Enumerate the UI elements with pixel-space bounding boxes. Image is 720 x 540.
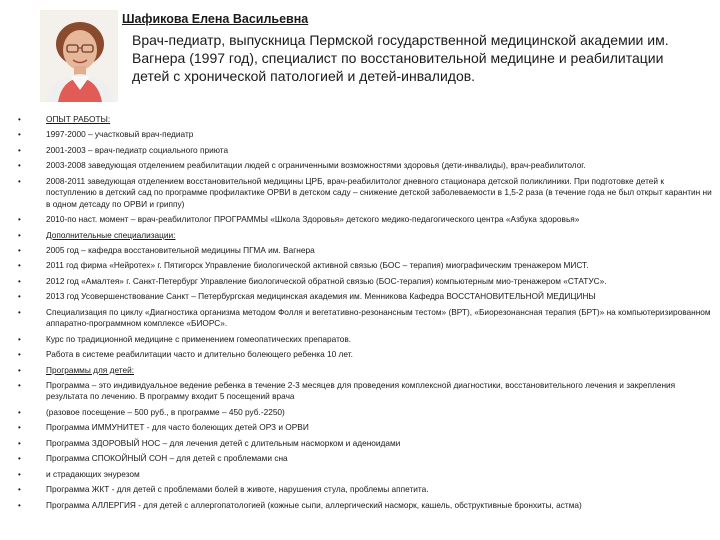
portrait-photo: [40, 10, 118, 102]
list-item: • 2012 год «Амалтея» г. Санкт-Петербург Управление биологической обратной связью (БОС-терапия) компьютерным мио-тренажером «СТАТУС».: [18, 275, 607, 286]
bullet-icon: •: [18, 334, 21, 344]
info-list: [18, 114, 714, 515]
list-item: • 2003-2008 заведующая отделением реабилитации людей с ограниченными возможностями здоровья (дети-инвалиды), врач-реабилитолог.: [18, 160, 586, 171]
list-item: • Работа в системе реабилитации часто и длительно болеющего ребенка 10 лет.: [18, 349, 353, 360]
list-item: • 1997-2000 – участковый врач-педиатр: [18, 129, 194, 140]
bullet-icon: •: [18, 438, 21, 448]
bullet-icon: •: [18, 307, 21, 317]
list-item: • 2005 год – кафедра восстановительной медицины ПГМА им. Вагнера: [18, 244, 315, 255]
portrait-image: [40, 10, 118, 102]
list-item: • Программа ЖКТ - для детей с проблемами болей в животе, нарушения стула, проблемы аппетита.: [18, 484, 429, 495]
list-item: • Программы для детей:: [18, 364, 135, 375]
bullet-icon: •: [18, 145, 21, 155]
bullet-icon: •: [18, 261, 21, 271]
bullet-icon: •: [18, 365, 21, 375]
bullet-icon: •: [18, 230, 21, 240]
list-item: • ОПЫТ РАБОТЫ:: [18, 114, 111, 124]
doctor-bio: Врач-педиатр, выпускница Пермской государственной медицинской академии им. Вагнера (1997 год), специалист по восстановительной медицине и реабилитации детей с хронической патологией и детей-инвалидов.: [132, 32, 669, 84]
bullet-icon: •: [18, 245, 21, 255]
list-item: • Программа ЗДОРОВЫЙ НОС – для лечения детей с длительным насморком и аденоидами: [18, 437, 401, 448]
bullet-icon: •: [18, 485, 21, 495]
bullet-icon: •: [18, 292, 21, 302]
bullet-icon: •: [18, 381, 21, 391]
bullet-icon: •: [18, 215, 21, 225]
list-item: • и страдающих энурезом: [18, 468, 140, 479]
bullet-icon: •: [18, 350, 21, 360]
bullet-icon: •: [18, 423, 21, 433]
list-item: • 2011 год фирма «Нейротех» г. Пятигорск Управление биологической активной связью (БОС – терапия) миографическим тренажером МИСТ.: [18, 260, 589, 271]
bullet-icon: •: [18, 115, 21, 124]
list-item: • Программа СПОКОЙНЫЙ СОН – для детей с проблемами сна: [18, 453, 288, 464]
bullet-icon: •: [18, 161, 21, 171]
list-item: • Дополнительные специализации:: [18, 229, 176, 240]
header: [120, 12, 710, 85]
bullet-icon: •: [18, 130, 21, 140]
list-item: • Программа АЛЛЕРГИЯ - для детей с аллергопатологией (кожные сыпи, аллергический насморк, кашель, обструктивные бронхиты, астма): [18, 499, 582, 510]
list-item: • 2010-по наст. момент – врач-реабилитолог ПРОГРАММЫ «Школа Здоровья» детского медико-педагогического центра «Азбука здоровья»: [18, 214, 580, 225]
list-item: • (разовое посещение – 500 руб., в программе – 450 руб.-2250): [18, 406, 285, 417]
list-item: • Специализация по циклу «Диагностика организма методом Фолля и вегетативно-резонансным тестом» (ВРТ), «Биорезонансная терапия (БРТ)» на компьютеризированном аппаратно-программном комплексе «БИОРС».: [18, 306, 711, 329]
list-item: • Курс по традиционной медицине с применением гомеопатических препаратов.: [18, 333, 352, 344]
bullet-icon: •: [18, 500, 21, 510]
list-item: • Программа ИММУНИТЕТ - для часто болеющих детей ОРЗ и ОРВИ: [18, 422, 309, 433]
bullet-icon: •: [18, 469, 21, 479]
bullet-icon: •: [18, 176, 21, 186]
list-item: • 2008-2011 заведующая отделением восстановительной медицины ЦРБ, врач-реабилитолог дневного стационара детской поликлиники. При подготовке детей к поступлению в детский сад по программе профилактике ОРВИ в детском саду – снижение детской заболеваемости в 1,5-2 раза (в течение года не был открыт карантин ни в одном детсаду по ОРВИ и гриппу): [18, 175, 712, 209]
list-item: • Программа – это индивидуальное ведение ребенка в течение 2-3 месяцев для проведения комплексной диагностики, восстановительного лечения и закрепления результата по лечению. В программу входит 5 посещений врача: [18, 380, 676, 402]
bullet-icon: •: [18, 454, 21, 464]
list-item: • 2001-2003 – врач-педиатр социального приюта: [18, 144, 229, 155]
bullet-icon: •: [18, 276, 21, 286]
doctor-name: Шафикова Елена Васильевна: [122, 12, 309, 26]
list-item: • 2013 год Усовершенствование Санкт – Петербургская медицинская академия им. Менникова Кафедра ВОССТАНОВИТЕЛЬНОЙ МЕДИЦИНЫ: [18, 291, 596, 302]
bullet-icon: •: [18, 407, 21, 417]
